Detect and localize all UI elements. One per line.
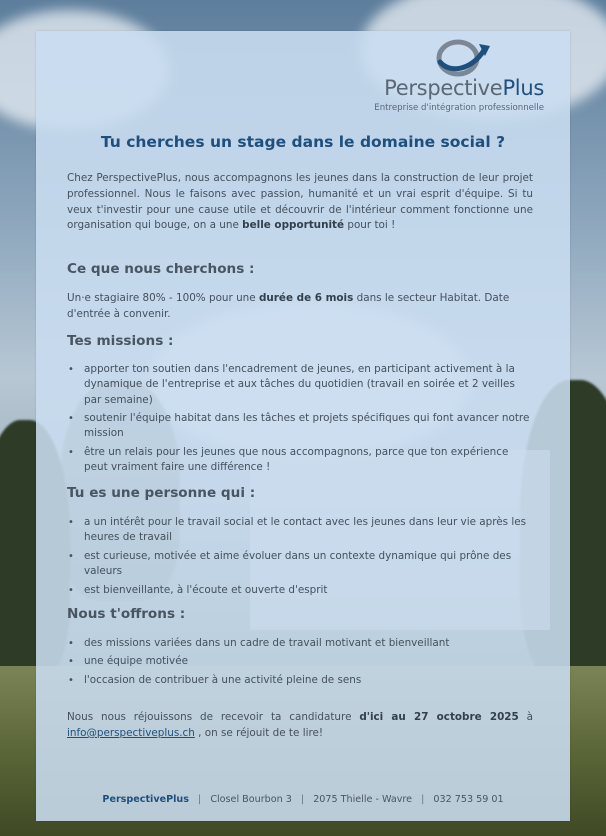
footer-contact: [36, 794, 570, 805]
footer-separator: |: [300, 794, 305, 805]
swoosh-arrow-icon: [432, 36, 492, 80]
email-link[interactable]: info@perspectiveplus.ch: [67, 726, 195, 739]
list-item: • être un relais pour les jeunes que nous accompagnons, parce que ton expérience peut vraiment faire une différence !: [67, 445, 533, 476]
profile-list: [67, 515, 533, 601]
closing-paragraph: Nous nous réjouissons de recevoir ta candidature d'ici au 27 octobre 2025 à info@perspectiveplus.ch , on se réjouit de te lire!: [67, 711, 534, 739]
list-item: • apporter ton soutien dans l'encadrement de jeunes, en participant activement à la dynamique de l'entreprise et aux tâches du quotidien (travail en soirée et 2 veilles par semaine): [67, 362, 533, 408]
section-heading-missions: Tes missions :: [67, 333, 174, 349]
footer-brand: PerspectivePlus: [102, 794, 189, 805]
footer-phone: 032 753 59 01: [433, 794, 504, 805]
footer-city: 2075 Thielle - Wavre: [313, 794, 413, 805]
company-logo: [374, 36, 544, 114]
list-item: • une équipe motivée: [67, 654, 533, 669]
section-heading-search: Ce que nous cherchons :: [67, 261, 255, 277]
footer-separator: |: [421, 794, 425, 805]
list-item: • a un intérêt pour le travail social et le contact avec les jeunes dans leur vie après les heures de travail: [67, 515, 533, 546]
offer-list: [67, 636, 533, 691]
list-item: • soutenir l'équipe habitat dans les tâches et projets spécifiques qui font avancer notre mission: [67, 411, 533, 442]
list-item: • est bienveillante, à l'écoute et ouverte d'esprit: [67, 583, 533, 598]
intro-paragraph: Chez PerspectivePlus, nous accompagnons les jeunes dans la construction de leur projet professionnel. Nous le faisons avec passion, humanité et un vrai esprit d'équipe. Si tu veux t'investir pour une cause utile et découvrir de l'intérieur comment fonctionne une organisation qui bouge, on a une belle opportunité pour toi !: [67, 172, 533, 232]
logo-wordmark: PerspectivePlus: [384, 76, 544, 100]
list-item: • des missions variées dans un cadre de travail motivant et bienveillant: [67, 636, 533, 651]
logo-tagline: Entreprise d'intégration professionnelle: [374, 103, 544, 113]
footer-address: Closel Bourbon 3: [210, 794, 292, 805]
missions-list: [67, 362, 533, 479]
search-paragraph: Un·e stagiaire 80% - 100% pour une durée de 6 mois dans le secteur Habitat. Date d'entrée à convenir.: [67, 292, 510, 320]
list-item: • est curieuse, motivée et aime évoluer dans un contexte dynamique qui prône des valeurs: [67, 549, 533, 580]
page-title: Tu cherches un stage dans le domaine social ?: [100, 133, 506, 151]
section-heading-profile: Tu es une personne qui :: [67, 485, 256, 501]
job-offer-card: [36, 31, 570, 821]
list-item: • l'occasion de contribuer à une activité pleine de sens: [67, 673, 533, 688]
footer-separator: |: [198, 794, 202, 805]
section-heading-offer: Nous t'offrons :: [67, 606, 186, 622]
